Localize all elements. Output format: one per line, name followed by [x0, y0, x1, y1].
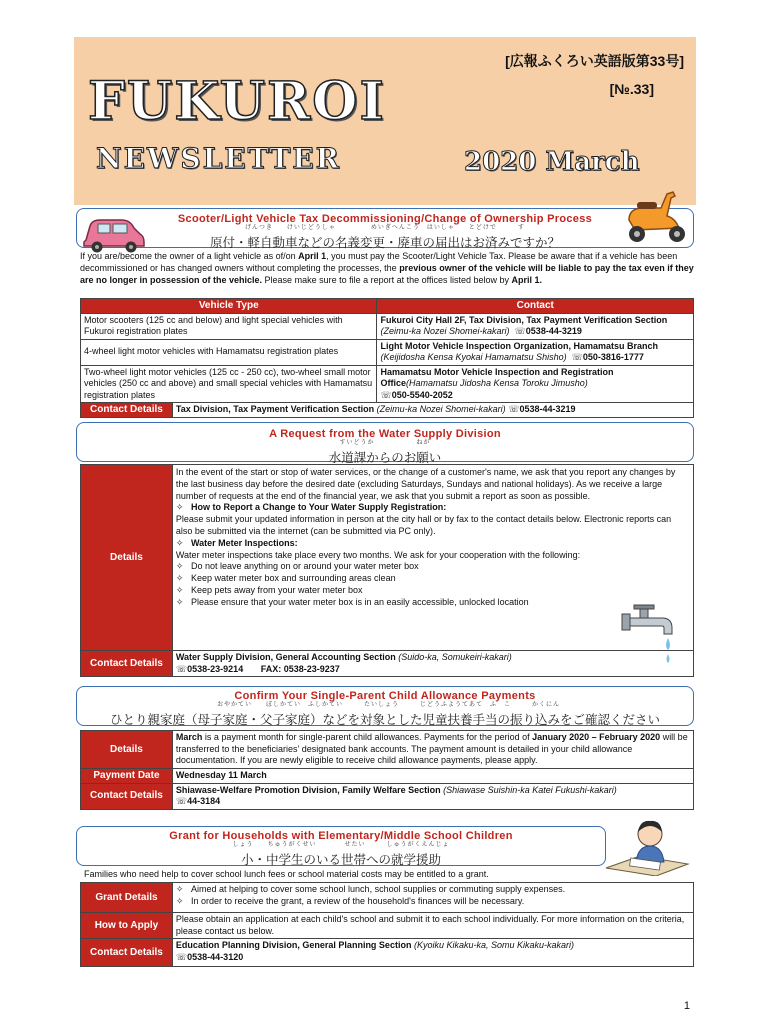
grant-details — [172, 883, 693, 913]
list-item: ✧ Do not leave anything on or around your water meter box — [175, 561, 419, 572]
contact-cell: Hamamatsu Motor Vehicle Inspection and Registration Office(Hamamatsu Jidosha Kensa Toroku Jimusho) ☏050-5540-2052 — [377, 365, 694, 403]
table-row — [81, 339, 694, 365]
scooter-intro: If you are/become the owner of a light vehicle as of/on April 1, you must pay the Scooter/Light Vehicle Tax. Please be aware that if a vehicle has been decommissioned or has changed owners without completing the processes, the previous owner of the vehicle will be liable to pay the tax even if they are no longer in possession of the vehicle. Please make sure to file a report at the offices listed below by April 1. — [80, 251, 694, 285]
water-title-jp: 水道課からのお願い — [328, 450, 442, 465]
scooter-table — [80, 298, 694, 403]
school-contact-label: Contact Details — [81, 939, 173, 967]
single-parent-table — [80, 730, 694, 810]
faucet-icon — [618, 600, 688, 670]
single-parent-section-title — [76, 686, 694, 726]
page-number: 1 — [683, 1000, 690, 1012]
list-item: ✧ In order to receive the grant, a review of the household's finances will be necessary. — [175, 895, 525, 906]
scooter-title-en: Scooter/Light Vehicle Tax Decommissioning/Change of Ownership Process — [177, 213, 593, 225]
col-contact: Contact — [377, 299, 694, 314]
school-title-furigana: しょう ちゅうがくせい せたい しゅうがくえんじょ — [232, 842, 450, 848]
water-contact-label: Contact Details — [81, 651, 173, 677]
single-parent-details-label: Details — [81, 731, 173, 769]
school-title-jp: 小・中学生のいる世帯への就学援助 — [240, 852, 441, 867]
water-title-en: A Request from the Water Supply Division — [269, 428, 501, 440]
single-parent-details: March is a payment month for single-parent child allowances. Payments for the period of January 2020 – February 2020 will be transferred to the beneficiaries' designated bank accounts. The payment amount is detailed in your child allowance documentation. If you are newly eligible to receive child allowance payments, please apply. — [172, 731, 693, 769]
list-item: ✧ Keep pets away from your water meter box — [175, 584, 363, 595]
water-title-furigana: すいどうか ねが — [339, 440, 431, 446]
scooter-contact-value: Tax Division, Tax Payment Verification Section (Zeimu-ka Nozei Shomei-kakari) ☏0538-44-3219 — [172, 403, 693, 418]
vehicle-type-cell: 4-wheel light motor vehicles with Hamamatsu registration plates — [81, 339, 377, 365]
how-to-apply-value: Please obtain an application at each child's school and submit it to each school individually. For more information on the criteria, please contact us below. — [172, 913, 693, 939]
contact-details-label: Contact Details — [81, 403, 173, 418]
single-parent-title-jp: ひとり親家庭（母子家庭・父子家庭）などを対象とした児童扶養手当の振り込みをご確認ください — [109, 712, 660, 727]
table-row — [81, 313, 694, 339]
school-title-en: Grant for Households with Elementary/Middle School Children — [169, 830, 513, 842]
water-contact-value: Water Supply Division, General Accounting Section (Suido-ka, Somukeiri-kakari) ☏0538-23-9214 FAX: 0538-23-9237 — [172, 651, 693, 677]
single-parent-title-furigana: おやかてい ぼしかてい ふしかてい たいしょう じどうふようてあて ふ こ かくにん — [209, 702, 560, 708]
single-parent-contact-label: Contact Details — [81, 783, 173, 809]
scooter-section-title — [76, 208, 694, 248]
scooter-title-furigana: げんつき けいじどうしゃ めいぎへんこう はいしゃ とどけで す — [245, 225, 525, 231]
water-heading: ✧ How to Report a Change to Your Water Supply Registration: — [175, 502, 447, 513]
vehicle-type-cell: Motor scooters (125 cc and below) and light special vehicles with Fukuroi registration plates — [81, 313, 377, 339]
contact-cell: Light Motor Vehicle Inspection Organization, Hamamatsu Branch (Keijidosha Kensa Kyokai Hamamatsu Shisho) ☏050-3816-1777 — [377, 339, 694, 365]
school-intro: Families who need help to cover school lunch fees or school material costs may be entitled to a grant. — [84, 869, 489, 879]
issue-number: [№.33] — [609, 81, 654, 97]
scooter-title-jp: 原付・軽自動車などの名義変更・廃車の届出はお済みですか？ — [209, 235, 560, 250]
water-table — [80, 464, 694, 677]
list-item: ✧ Keep water meter box and surrounding areas clean — [175, 573, 396, 584]
issue-date: 2020 March — [464, 147, 640, 177]
school-section-title — [76, 826, 606, 866]
vehicle-type-cell: Two-wheel light motor vehicles (125 cc - 250 cc), two-wheel small motor vehicles (250 cc and above) and small special vehicles with Hamamatsu registration plates — [81, 365, 377, 403]
newsletter-subtitle: NEWSLETTER — [96, 142, 341, 175]
how-to-apply-label: How to Apply — [81, 913, 173, 939]
water-paragraph: In the event of the start or stop of water services, or the change of a customer's name, we ask that you report any changes by the last business day before the desired date (excluding Saturdays, Sundays and national holidays). As we receive a large number of requests at the end of the financial year, we ask that you submit a report as soon as possible. — [175, 467, 676, 501]
single-parent-contact-value: Shiawase-Welfare Promotion Division, Family Welfare Section (Shiawase Suishin-ka Katei Fukushi-kakari) ☏44-3184 — [172, 783, 693, 809]
water-paragraph: Water meter inspections take place every two months. We ask for your cooperation with the following: — [175, 549, 581, 560]
scooter-icon — [617, 180, 695, 250]
single-parent-title-en: Confirm Your Single-Parent Child Allowance Payments — [234, 690, 536, 702]
scooter-contact-row — [80, 402, 694, 418]
issue-label-jp: [広報ふくろい英語版第33号] — [505, 53, 684, 69]
car-icon — [80, 214, 148, 254]
school-contact-value: Education Planning Division, General Planning Section (Kyoiku Kikaku-ka, Somu Kikaku-kakari) ☏0538-44-3120 — [172, 939, 693, 967]
student-icon — [600, 814, 694, 876]
water-details — [172, 465, 693, 651]
masthead — [74, 37, 696, 205]
payment-date-value: Wednesday 11 March — [172, 769, 693, 784]
grant-details-label: Grant Details — [81, 883, 173, 913]
col-vehicle-type: Vehicle Type — [81, 299, 377, 314]
list-item: ✧ Please ensure that your water meter box is in an easily accessible, unlocked location — [175, 596, 529, 607]
school-table — [80, 882, 694, 967]
payment-date-label: Payment Date — [81, 769, 173, 784]
water-paragraph: Please submit your updated information in person at the city hall or by fax to the contact details below. Electronic reports can also be submitted via the internet (can be submitted via PC only). — [175, 514, 672, 536]
newsletter-title: FUKUROI — [88, 71, 386, 132]
list-item: ✧ Aimed at helping to cover some school lunch, school supplies or commuting supply expenses. — [175, 884, 566, 894]
water-section-title — [76, 422, 694, 465]
table-row — [81, 365, 694, 403]
water-details-label: Details — [81, 465, 173, 651]
water-heading: ✧ Water Meter Inspections: — [175, 537, 298, 548]
contact-cell: Fukuroi City Hall 2F, Tax Division, Tax Payment Verification Section (Zeimu-ka Nozei Shomei-kakari) ☏0538-44-3219 — [377, 313, 694, 339]
